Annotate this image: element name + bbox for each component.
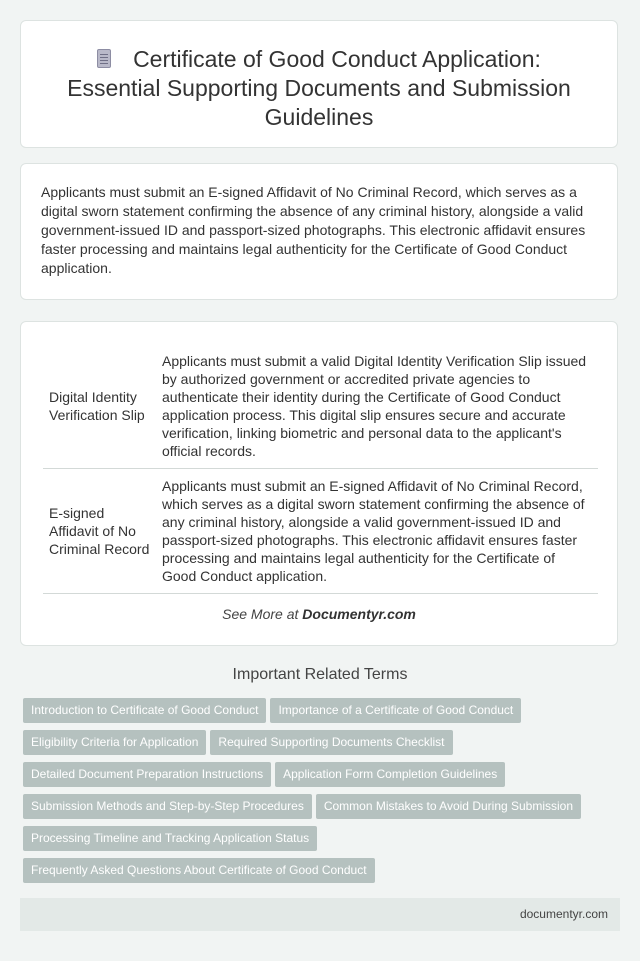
related-term-tag[interactable]: Submission Methods and Step-by-Step Procedures <box>23 794 312 819</box>
intro-paragraph: Applicants must submit an E-signed Affidavit of No Criminal Record, which serves as a digital sworn statement confirming the absence of any criminal history, alongside a valid government-issued ID and passport-sized photographs. This electronic affidavit ensures faster processing and maintains legal authenticity for the Certificate of Good Conduct application. <box>41 184 586 276</box>
table-row <box>43 469 598 594</box>
footer <box>20 898 620 931</box>
page-title-text: Certificate of Good Conduct Application: Essential Supporting Documents and Submission Guidelines <box>67 46 571 130</box>
related-term-tag[interactable]: Importance of a Certificate of Good Conduct <box>270 698 521 723</box>
related-term-tag[interactable]: Detailed Document Preparation Instructions <box>23 762 271 787</box>
table-term: E-signed Affidavit of No Criminal Record <box>43 469 156 594</box>
see-more-link[interactable] <box>21 606 617 622</box>
related-term-tag[interactable]: Introduction to Certificate of Good Conduct <box>23 698 266 723</box>
intro-card <box>20 163 618 300</box>
related-term-tag[interactable]: Common Mistakes to Avoid During Submission <box>316 794 581 819</box>
title-card <box>20 20 618 148</box>
related-term-tag[interactable]: Processing Timeline and Tracking Application Status <box>23 826 317 851</box>
document-icon <box>97 49 111 68</box>
table-term: Digital Identity Verification Slip <box>43 347 156 469</box>
related-term-tag[interactable]: Application Form Completion Guidelines <box>275 762 505 787</box>
table-description: Applicants must submit a valid Digital Identity Verification Slip issued by authorized government or accredited private agencies to authenticate their identity during the Certificate of Good Conduct application process. This digital slip ensures secure and accurate verification, linking biometric and personal data to the applicant's official records. <box>156 347 598 469</box>
related-terms-list <box>23 698 623 890</box>
footer-site-link[interactable]: documentyr.com <box>519 907 608 921</box>
related-term-tag[interactable]: Required Supporting Documents Checklist <box>210 730 452 755</box>
related-term-tag[interactable]: Eligibility Criteria for Application <box>23 730 206 755</box>
related-terms-title: Important Related Terms <box>232 666 408 683</box>
page-title <box>21 21 617 132</box>
related-term-tag[interactable]: Frequently Asked Questions About Certificate of Good Conduct <box>23 858 375 883</box>
documents-table-card <box>20 321 618 646</box>
see-more-site[interactable]: Documentyr.com <box>302 606 416 622</box>
table-description: Applicants must submit an E-signed Affidavit of No Criminal Record, which serves as a digital sworn statement confirming the absence of any criminal history, alongside a valid government-issued ID and passport-sized photographs. This electronic affidavit ensures faster processing and maintains legal authenticity for the Certificate of Good Conduct application. <box>156 469 598 594</box>
see-more-prefix: See More at <box>222 606 299 622</box>
documents-table <box>43 347 598 594</box>
table-row <box>43 347 598 469</box>
